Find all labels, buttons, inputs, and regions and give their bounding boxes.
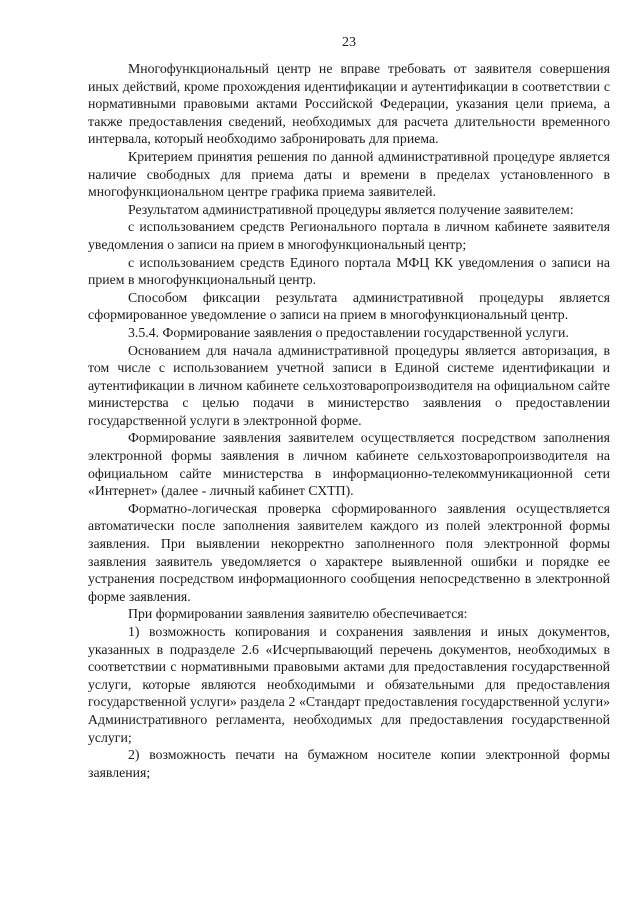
page-number: 23 xyxy=(342,35,356,50)
paragraph-procedure-result: Результатом административной процедуры является получение заявителем: xyxy=(128,201,574,217)
list-item-copy-save: 1) возможность копирования и сохранения заявления и иных документов, указанных в подразделе 2.6 «Исчерпывающий перечень документов, необходимых в соответствии с нормативными правовыми актами для предоставления государственной услуги, которые являются необходимыми и обязательными для предоставления государственной услуги» раздела 2 «Стандарт предоставления государственной услуги» Административного регламента, необходимых для предоставления государственной услуги; xyxy=(88,624,610,745)
document-page xyxy=(88,34,610,781)
paragraph-decision-criterion: Критерием принятия решения по данной административной процедуре является наличие свободных для приема даты и времени в пределах установленного в многофункциональном центре графика приема заявителей. xyxy=(88,148,610,200)
paragraph-fixation-method: Способом фиксации результата административной процедуры является сформированное уведомление о записи на прием в многофункциональный центр. xyxy=(88,289,610,323)
paragraph-format-check: Форматно-логическая проверка сформированного заявления осуществляется автоматически после заполнения заявителем каждого из полей электронной формы заявления. При выявлении некорректно заполненного поля электронной формы заявления заявитель уведомляется о характере выявленной ошибки и порядке ее устранения посредством информационного сообщения непосредственно в электронной форме заявления. xyxy=(88,500,610,604)
list-item-print: 2) возможность печати на бумажном носителе копии электронной формы заявления; xyxy=(88,747,610,780)
section-heading-3-5-4: 3.5.4. Формирование заявления о предоставлении государственной услуги. xyxy=(128,324,569,340)
paragraph-regional-portal: с использованием средств Регионального портала в личном кабинете заявителя уведомления о записи на прием в многофункциональный центр; xyxy=(88,219,610,252)
paragraph-unified-portal: с использованием средств Единого портала МФЦ КК уведомления о записи на прием в многофункциональный центр. xyxy=(88,254,610,288)
paragraph-provided-capabilities: При формировании заявления заявителю обеспечивается: xyxy=(128,606,468,622)
paragraph-authorization-basis: Основанием для начала административной процедуры является авторизация, в том числе с использованием учетной записи в Единой системе идентификации и аутентификации в личном кабинете сельхозтоваропроизводителя на официальном сайте министерства с целью подачи в министерство заявления о предоставлении государственной услуги в электронной форме. xyxy=(88,342,610,428)
paragraph-form-filling: Формирование заявления заявителем осуществляется посредством заполнения электронной формы заявления в личном кабинете сельхозтоваропроизводителя на официальном сайте министерства в информационно-телекоммуникационной сети «Интернет» (далее - личный кабинет СХТП). xyxy=(88,430,610,499)
paragraph-mfc-restrictions: Многофункциональный центр не вправе требовать от заявителя совершения иных действий, кроме прохождения идентификации и аутентификации в соответствии с нормативными правовыми актами Российской Федерации, указания цели приема, а также предоставления сведений, необходимых для расчета длительности временного интервала, который необходимо забронировать для приема. xyxy=(88,61,610,147)
